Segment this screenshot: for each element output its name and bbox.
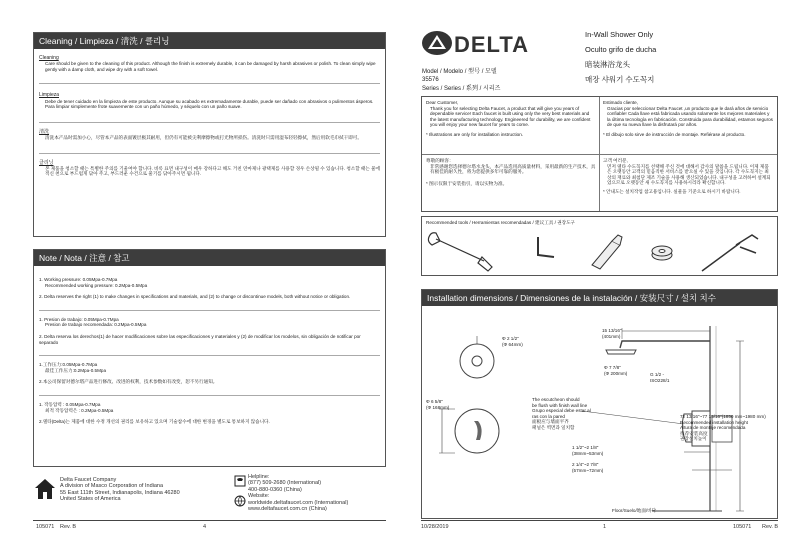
right-footer-date: 10/28/2019: [421, 524, 449, 530]
customer-zh-note: * 图示仅限于安装指引，请以实物为准。: [426, 180, 508, 186]
website-intl-link[interactable]: worldwide.deltafaucet.com (International): [248, 499, 349, 506]
helpline-phone-china: 400-880-0360 (China): [248, 486, 302, 493]
note-zh-1b: 最佳工作压力:0.2Mpa-0.5Mpa: [45, 367, 107, 373]
cleaning-ko-text: 본 제품을 청소할 때는 특별한 주의를 기울여야 합니다. 비록 표면 내구성이 매우 강하다고 해도 거친 연마제나 광택제를 사용할 경우 손상될 수 있습니다. 청소할 때는 물에 적신 천으로 부드럽게 닦아 주고, 부드러운 수건으로 물기를 닦아주시면 됩니다.: [45, 165, 380, 177]
customer-ko-note: * 안내도는 설치작업 참고용입니다. 실물을 기준으로 하시기 바랍니다.: [603, 188, 741, 194]
note-zh-2: 2.本公司保留对德尔塔产品进行修改、改进的权利，技术参数如有改变，恕不另行通知。: [39, 379, 218, 385]
customer-ko-title: 고객 여러분,: [603, 158, 628, 163]
customer-ko-text: 먼저 델타 수도꼭지를 선택해 주신 것에 대해서 감사의 말씀을 드립니다. 이제 제품은 오랫동안 고객의 믿음직한 서비스를 받으실 수 있을 것입니다. 각 수도꼭지는 최상의 재료와 최첨단 제조 기술을 사용해 생산되었습니다. 내구성을 고려하여 설계되었으므로 오랫동안 새 수도꼭지를 사용하시리라 확신합니다.: [607, 163, 771, 186]
dim-thread-standard: ISO228/1: [650, 378, 670, 383]
note-es-1a: 1. Presion de trabajo: 0.05Mpa-0.7Mpa: [39, 316, 119, 322]
title-es: Oculto grifo de ducha: [585, 45, 657, 54]
model-number: 35576: [422, 77, 439, 84]
title-ko: 매장 샤워기 수도꼭지: [585, 75, 655, 84]
cleaning-es-text: Debe de tener cuidado en la limpieza de este producto. Aunque su acabado es extremadamente durable, puede ser dañado con abrasivos o pulimentos ásperos. Para limpiar simplemente frote suavemente con un paño húmedo, y séquelo con un paño suave.: [45, 98, 374, 110]
dim-head-large: Φ 7 7/8": [604, 365, 621, 370]
customer-es: [603, 100, 773, 138]
dim-depth-min-mm: (38mm~53mm): [572, 451, 604, 456]
height-es: Altura de montaje recomendada: [680, 425, 746, 431]
dim-depth-max-mm: (57mm~72mm): [572, 468, 604, 473]
dim-depth-max: 2 1/4"~2 7/8": [572, 462, 599, 467]
product-title-block: [585, 30, 656, 84]
dim-head-large-mm: (Φ 200mm): [604, 371, 628, 376]
helpline-label: Helpline:: [248, 474, 270, 480]
customer-en-title: Dear Customer,: [426, 100, 459, 105]
model-label: Model / Modelo / 型号 / 모델: [422, 69, 497, 75]
phone-icon: [234, 474, 246, 486]
left-footer-page: 4: [203, 524, 207, 530]
model-block: [422, 68, 500, 93]
cleaning-zh-text: 清洗本产品时需加小心，尽管本产品的表面镀层极其耐用，但仍有可能被尖利摩擦物或打光物所损伤。清洗时只需用湿布轻轻擦拭，然后用软毛巾拭干即可。: [45, 134, 362, 140]
dim-escutcheon: Φ 6 5/8": [426, 399, 443, 404]
escutcheon-note-zh: 面板应与墙面平齐: [532, 419, 569, 425]
height-note: [680, 414, 777, 442]
installation-section: [421, 289, 778, 519]
escutcheon-note-en-2: be flush with finish wall line: [532, 402, 588, 408]
installation-diagram: [422, 306, 777, 518]
customer-zh-text: 非常感谢您选择德尔塔水龙头，本产品选用高质量材料，采用最新的生产技术，具有极佳的耐久性，将为您提供多年可靠的服务。: [430, 163, 596, 175]
escutcheon-note: [532, 397, 591, 431]
dim-arm-length-mm: (401mm): [602, 334, 621, 339]
height-en: Recommended installation height: [680, 419, 748, 425]
right-footer-page: 1: [603, 524, 607, 530]
customer-en: [426, 100, 596, 138]
sealant-tube-icon: [592, 235, 622, 269]
note-es-2: 2. Delta reserva los derechos(1) de hacer modificaciones sobre las especificaciones y materiales y (2) de modificar los modelos, sin obligación de notificar por separado: [39, 333, 361, 345]
cleaning-en-text: Care should be given to the cleaning of this product. Although the finish is extremely durable, it can be damaged by harsh abrasives or polish. To clean simply wipe gently with a damp cloth, and wipe dry with a soft towel.: [45, 61, 376, 72]
house-icon: [34, 478, 56, 500]
dim-head-small-mm: (Φ 64mm): [502, 342, 523, 347]
escutcheon-note-es-1: Grupo especial debe estar al: [532, 408, 591, 414]
helpline-block: [248, 474, 348, 512]
note-en-1b: Recommended working pressure: 0.2Mpa-0.5Mpa: [45, 282, 148, 288]
right-footer-doc: 105071: [733, 524, 752, 530]
note-en-1a: 1. Working pressure: 0.05Mpa-0.7Mpa: [39, 277, 118, 282]
escutcheon-note-ko: 패널은 벽면과 일치함: [532, 424, 575, 430]
tape-roll-icon: [652, 246, 672, 260]
installation-header: Installation dimensions / Dimensiones de la instalación / 安装尺寸 / 설치 치수: [422, 290, 777, 306]
company-division: A division of Masco Corporation of Indiana: [60, 483, 164, 490]
recommended-tools-section: [421, 216, 778, 276]
website-label: Website:: [248, 493, 270, 500]
dim-thread: G 1/2 -: [650, 372, 665, 377]
delta-logo-icon: [421, 30, 455, 56]
hex-key-icon: [538, 237, 554, 257]
dim-escutcheon-mm: (Φ 168mm): [426, 405, 450, 410]
customer-en-note: * Illustrations are only for installation instruction.: [426, 131, 524, 137]
left-footer-doc: 105071: [36, 524, 55, 530]
customer-es-title: Estimado cliente,: [603, 100, 638, 105]
customer-en-text: Thank you for selecting Delta Faucet, a product that will give you years of dependable service! Each faucet is built using only the very best materials and the latest manufacturing technology. Engineered for durability, we are confident you will enjoy your new faucet for years to come.: [430, 105, 591, 128]
height-zh: 推荐安装高度: [680, 430, 708, 436]
company-country: United States of America: [60, 496, 121, 503]
brand-name: DELTA: [454, 32, 530, 57]
note-section: [33, 249, 386, 467]
series-label: Series / Series / 系列 / 시리즈: [422, 85, 501, 92]
customer-es-text: Gracias por seleccionar Delta Faucet ,un producto que le dará años de servicio confiable! Cada llave está fabricada usando solamente los mejores materiales y la última tecnología en fabricación. Construida para durabilidad, estamos seguros de que su nueva llave la disfrutará por años.: [607, 105, 773, 128]
dim-depth-min: 1 1/2"~2 1/8": [572, 445, 599, 450]
note-zh-1a: 1.工作压力:0.05Mpa-0.7Mpa: [39, 362, 98, 368]
title-en: In-Wall Shower Only: [585, 30, 654, 39]
customer-zh-title: 尊敬的顾客：: [426, 158, 454, 163]
customer-es-note: * El dibujo solo sirve de instrucción de montaje. Refiérase al producto.: [603, 131, 746, 137]
note-en-2: 2. Delta reserves the right (1) to make changes in specifications and materials, and (2) to change or discontinue models, both without notice or obligation.: [39, 294, 351, 300]
cleaning-en-title: Cleaning: [39, 55, 59, 61]
note-ko-1b: 최적 작동압력은 : 0.2Mpa-0.5Mpa: [45, 407, 114, 413]
cleaning-ko-title: 클리닝: [39, 159, 54, 166]
customer-message-grid: [421, 96, 778, 212]
company-street: 55 East 111th Street, Indianapolis, Indiana 46280: [60, 489, 180, 496]
globe-icon: [234, 494, 246, 506]
customer-zh: [426, 158, 596, 186]
note-ko-1a: 1. 작동압력 : 0.05Mpa-0.7Mpa: [39, 401, 101, 407]
note-header: Note / Nota / 注意 / 참고: [34, 250, 385, 266]
cleaning-header: Cleaning / Limpieza / 清洗 / 클리닝: [34, 33, 385, 49]
note-es-1b: Presion de trabajo recomendada: 0.2Mpa-0.5Mpa: [45, 322, 147, 328]
cleaning-section: [33, 32, 386, 237]
customer-ko: [603, 158, 773, 195]
dim-arm-length: 15 13/16": [602, 328, 622, 333]
helpline-phone-intl: (877) 509-2680 (International): [248, 480, 322, 487]
pipe-wrench-icon: [702, 235, 758, 271]
tools-label: Recommended tools / Herramientas recomendadas / 建议工具 / 권장도구: [426, 220, 575, 225]
company-name: Delta Faucet Company: [60, 477, 117, 483]
cleaning-es-title: Limpieza: [39, 92, 60, 99]
cleaning-zh-title: 清洗: [39, 128, 50, 135]
right-footer-rev: Rev. B: [762, 524, 779, 530]
left-footer-rev: Rev. B: [60, 524, 77, 530]
company-block: [60, 477, 180, 503]
wrench-icon: [428, 233, 492, 271]
height-ko: 권장설치높이: [680, 436, 707, 442]
floor-label: Floor/Suelo/地面/바닥: [612, 508, 657, 513]
website-china-link[interactable]: www.deltafaucet.com.cn (China): [248, 506, 327, 513]
note-ko-2: 2.델타(Delta)는 제품에 대한 수정 개선의 권리를 보유하고 있으며 기술참수에 대한 변경을 별도로 통보하지 않습니다.: [39, 419, 270, 425]
escutcheon-note-en-1: The escutcheon should: [532, 397, 580, 402]
escutcheon-note-es-2: ras con la pared: [532, 413, 565, 419]
title-zh: 暗装淋浴龙头: [585, 60, 630, 69]
dim-head-small: Φ 2 1/2": [502, 336, 519, 341]
height-range: 72 13/16"~77 15/16"(1850 mm~1980 mm): [680, 414, 766, 419]
